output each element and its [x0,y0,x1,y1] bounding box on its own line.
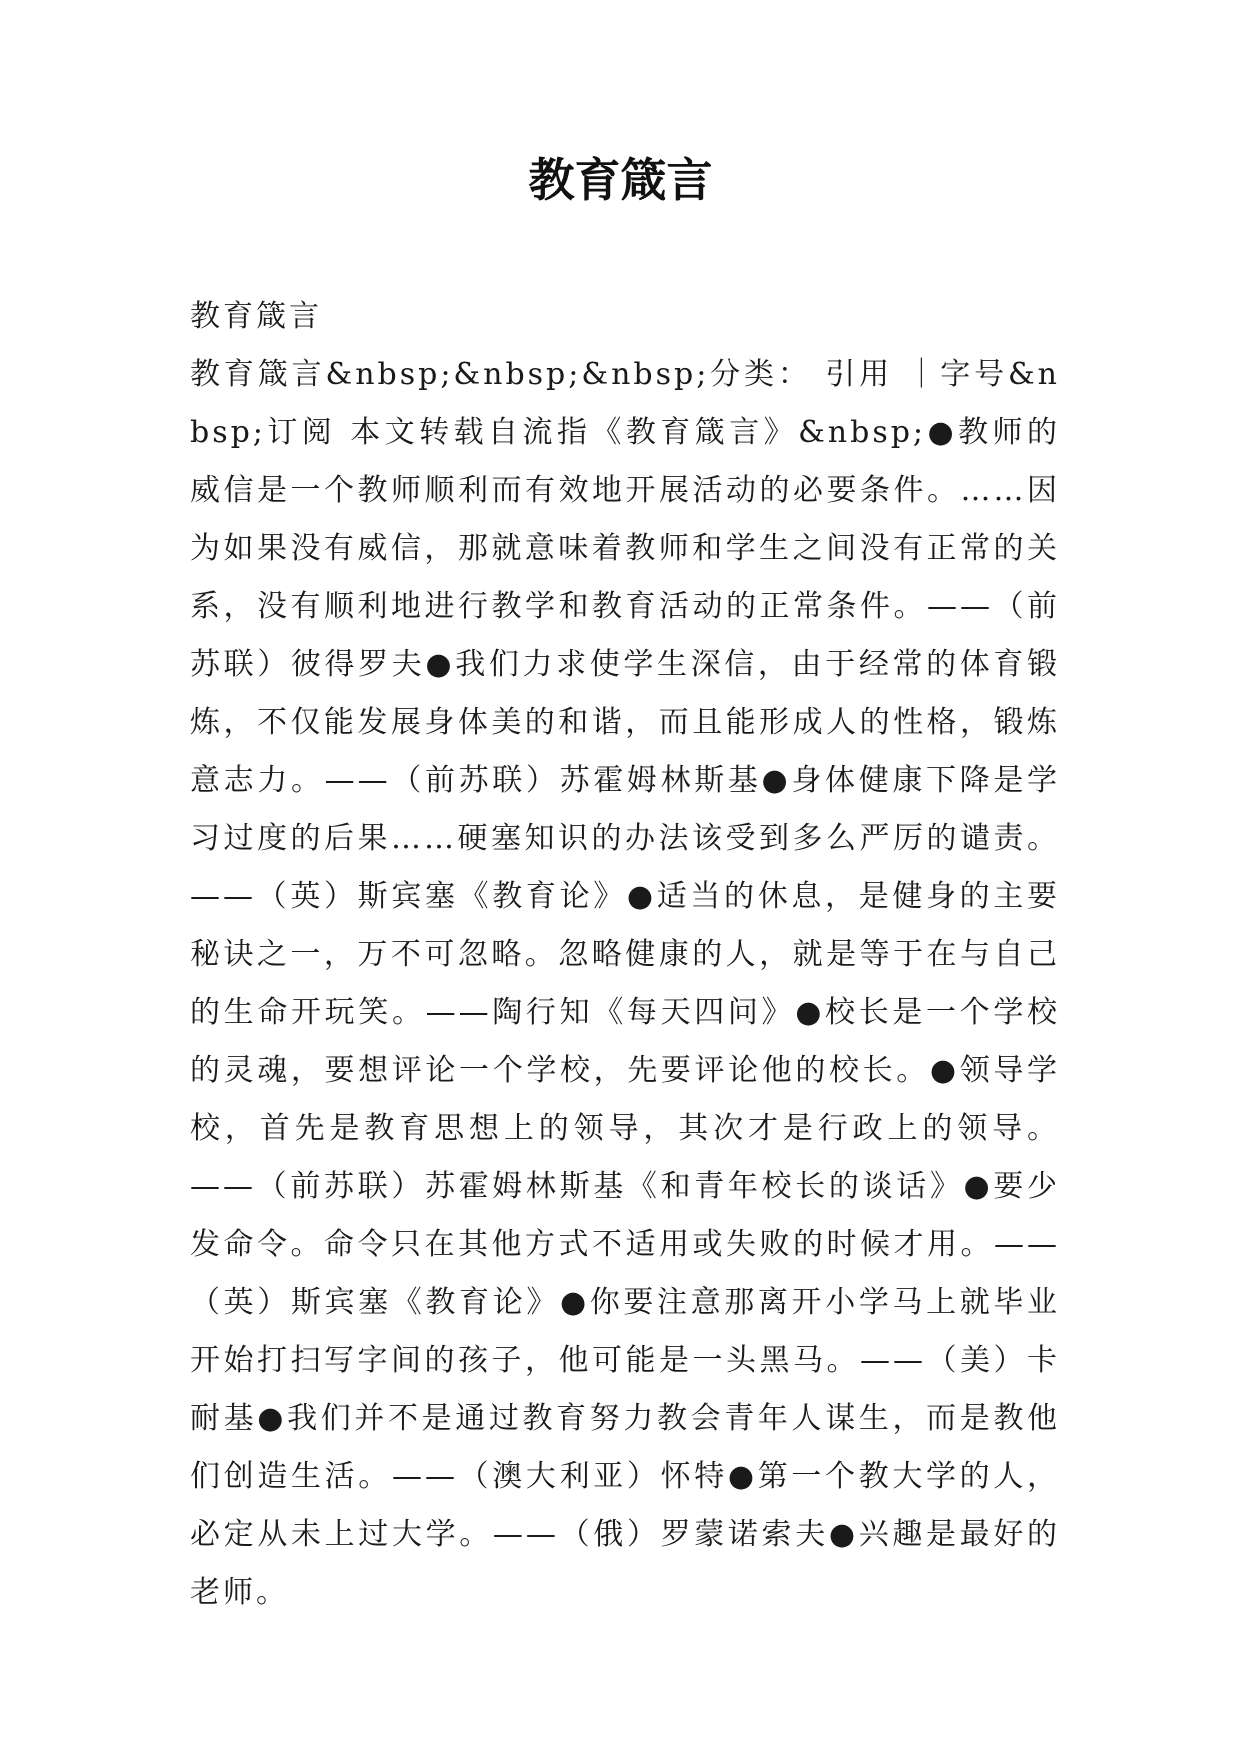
document-body [190,288,1060,1622]
document-title: 教育箴言 [528,153,713,207]
body-subheading: 教育箴言 [190,299,322,334]
body-paragraph: 教育箴言&nbsp;&nbsp;&nbsp;分类： 引用 ｜字号&nbsp;订阅 本文转载自流指《教育箴言》&nbsp;●教师的威信是一个教师顺利而有效地开展活动的必要条件。……因为如果没有威信，那就意味着教师和学生之间没有正常的关系，没有顺利地进行教学和教育活动的正常条件。——（前苏联）彼得罗夫●我们力求使学生深信，由于经常的体育锻炼，不仅能发展身体美的和谐，而且能形成人的性格，锻炼意志力。——（前苏联）苏霍姆林斯基●身体健康下降是学习过度的后果……硬塞知识的办法该受到多么严厉的谴责。——（英）斯宾塞《教育论》●适当的休息，是健身的主要秘诀之一，万不可忽略。忽略健康的人，就是等于在与自己的生命开玩笑。——陶行知《每天四问》●校长是一个学校的灵魂，要想评论一个学校，先要评论他的校长。●领导学校，首先是教育思想上的领导，其次才是行政上的领导。——（前苏联）苏霍姆林斯基《和青年校长的谈话》●要少发命令。命令只在其他方式不适用或失败的时候才用。——（英）斯宾塞《教育论》●你要注意那离开小学马上就毕业开始打扫写字间的孩子，他可能是一头黑马。——（美）卡耐基●我们并不是通过教育努力教会青年人谋生，而是教他们创造生活。——（澳大利亚）怀特●第一个教大学的人，必定从未上过大学。——（俄）罗蒙诺索夫●兴趣是最好的老师。 [190,357,1060,1610]
